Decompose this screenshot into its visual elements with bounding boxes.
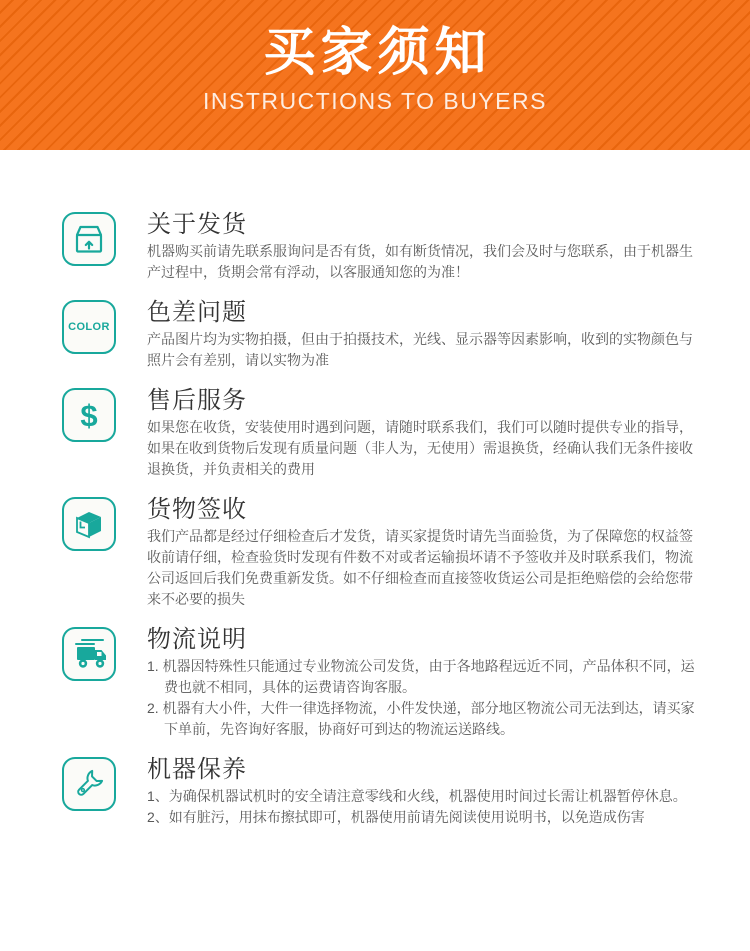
section-shipping [62,212,714,283]
section-title: 关于发货 [147,211,247,238]
section-body [147,329,699,371]
section-goods-receipt [62,497,714,610]
section-list-item: 1. 机器因特殊性只能通过专业物流公司发货，由于各地路程远近不同，产品体积不同，运费也就不相同，具体的运费请咨询客服。 [147,658,695,695]
section-after-sales [62,388,714,480]
section-body [147,417,699,480]
page-header [0,0,750,150]
package-icon [62,212,116,266]
section-title: 色差问题 [147,299,247,326]
section-list-item: 2. 机器有大小件，大件一律选择物流，小件发快递，部分地区物流公司无法到达，请买家下单前，先咨询好客服，协商好可到达的物流运送路线。 [147,700,695,737]
page-subtitle: INSTRUCTIONS TO BUYERS [203,88,547,114]
section-list-item: 1、为确保机器试机时的安全请注意零线和火线，机器使用时间过长需让机器暂停休息。 [147,788,687,804]
section-paragraph: 如果您在收货，安装使用时遇到问题，请随时联系我们，我们可以随时提供专业的指导，如果在收到货物后发现有质量问题（非人为，无使用）需退换货，经确认我们无条件接收退换货，并负责相关的费用 [147,419,693,477]
section-title: 货物签收 [147,496,247,523]
section-body [147,656,699,740]
page-title: 买家须知 [263,24,492,82]
section-color-difference [62,300,714,371]
section-paragraph: 我们产品都是经过仔细检查后才发货，请买家提货时请先当面验货，为了保障您的权益签收前请仔细，检查验货时发现有件数不对或者运输损坏请不予签收并及时联系我们，物流公司返回后我们免费重新发货。如不仔细检查而直接签收货运公司是拒绝赔偿的会给您带来不必要的损失 [147,528,693,607]
section-list-item: 2、如有脏污，用抹布擦拭即可，机器使用前请先阅读使用说明书，以免造成伤害 [147,809,645,825]
wrench-icon [62,757,116,811]
box-3d-icon [62,497,116,551]
section-body [147,786,699,828]
section-paragraph: 机器购买前请先联系服询问是否有货，如有断货情况，我们会及时与您联系，由于机器生产过程中，货期会常有浮动，以客服通知您的为准！ [147,243,693,280]
section-body [147,241,699,283]
section-logistics [62,627,714,740]
truck-icon [62,627,116,681]
dollar-icon [62,388,116,442]
section-body [147,526,699,610]
section-maintenance [62,757,714,828]
section-title: 机器保养 [147,756,247,783]
section-title: 售后服务 [147,387,247,414]
section-title: 物流说明 [147,626,247,653]
dollar-icon-label: $ [80,397,98,433]
color-icon [62,300,116,354]
color-icon-label: COLOR [68,321,110,333]
notice-sections [0,150,750,828]
section-paragraph: 产品图片均为实物拍摄，但由于拍摄技术，光线、显示器等因素影响，收到的实物颜色与照片会有差别，请以实物为准 [147,331,693,368]
